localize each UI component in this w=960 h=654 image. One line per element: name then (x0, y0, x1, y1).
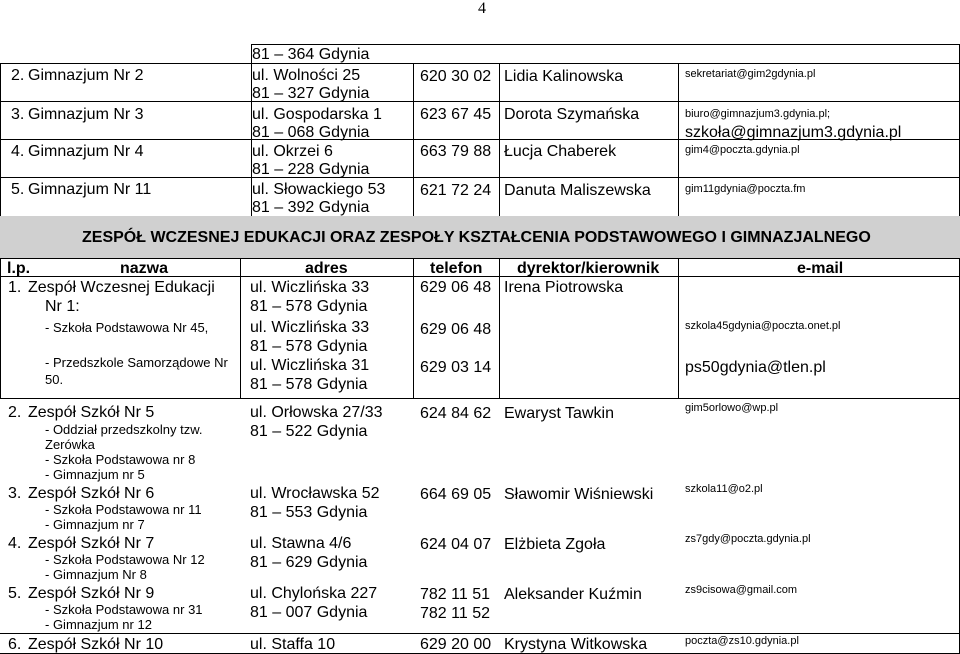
phone-text: 663 79 88 (420, 143, 492, 160)
email-text: gim11gdynia@poczta.fm (685, 183, 806, 195)
sub-unit: - Gimnazjum nr 12 (45, 617, 152, 632)
sub-unit: - Szkoła Podstawowa nr 8 (45, 452, 196, 467)
school-name: Zespół Wczesnej Edukacji (28, 279, 215, 296)
address-text: ul. Wolności 25 (252, 67, 361, 84)
director-text: Dorota Szymańska (504, 106, 640, 123)
school-name: Zespół Szkół Nr 9 (28, 585, 155, 602)
table-border (413, 258, 414, 398)
address-text: ul. Wiczlińska 33 (250, 319, 370, 336)
sub-unit: - Przedszkole Samorządowe Nr (45, 355, 228, 370)
table-border (0, 63, 1, 216)
row-number: 1. (8, 279, 22, 296)
zip-text: 81 – 068 Gdynia (252, 124, 370, 141)
phone-text: 782 11 51 (420, 586, 490, 603)
phone-text: 629 03 14 (420, 359, 492, 376)
school-name: Nr 1: (45, 298, 80, 315)
director-text: Sławomir Wiśniewski (504, 486, 654, 503)
director-text: Elżbieta Zgoła (504, 536, 606, 553)
header-email: e-mail (797, 260, 844, 277)
school-name: Zespół Szkół Nr 7 (28, 535, 155, 552)
sub-unit: - Gimnazjum Nr 8 (45, 567, 147, 582)
address-text: ul. Okrzei 6 (252, 143, 333, 160)
director-text: Krystyna Witkowska (504, 636, 648, 653)
table-border (678, 258, 679, 398)
email-text: ps50gdynia@tlen.pl (685, 359, 826, 376)
director-text: Łucja Chaberek (504, 143, 617, 160)
table-border (0, 258, 1, 398)
sub-unit: - Szkoła Podstawowa nr 31 (45, 602, 203, 617)
zip-text: 81 – 522 Gdynia (250, 423, 368, 440)
zip-text: 81 – 578 Gdynia (250, 338, 368, 355)
row-number: 5. (11, 181, 25, 198)
phone-text: 621 72 24 (420, 182, 492, 199)
sub-unit: Zerówka (45, 437, 95, 452)
address-text: ul. Wiczlińska 31 (250, 357, 370, 374)
sub-unit: - Szkoła Podstawowa nr 11 (45, 502, 202, 517)
row-number: 4. (11, 143, 25, 160)
school-name: Gimnazjum Nr 11 (28, 181, 152, 198)
sub-unit: 50. (45, 372, 64, 387)
page-number: 4 (478, 0, 486, 17)
sub-unit: - Gimnazjum nr 7 (45, 517, 145, 532)
email-text: szkola11@o2.pl (685, 483, 763, 495)
table-border (678, 63, 679, 216)
row-number: 6. (8, 636, 22, 653)
table-border (240, 258, 241, 398)
header-address: adres (305, 260, 348, 277)
school-name: Zespół Szkół Nr 10 (28, 636, 164, 653)
sub-unit: - Szkoła Podstawowa Nr 12 (45, 552, 205, 567)
school-name: Zespół Szkół Nr 6 (28, 485, 155, 502)
table-border (0, 101, 960, 102)
address-text: ul. Słowackiego 53 (252, 181, 386, 198)
zip-text: 81 – 578 Gdynia (250, 298, 368, 315)
row-number: 4. (8, 535, 22, 552)
table-border (0, 63, 960, 64)
phone-text: 624 84 62 (420, 405, 492, 422)
address-text: ul. Stawna 4/6 (250, 535, 352, 552)
email-text: poczta@zs10.gdynia.pl (685, 635, 799, 647)
email-text: sekretariat@gim2gdynia.pl (685, 68, 816, 80)
phone-text: 624 04 07 (420, 536, 492, 553)
director-text: Danuta Maliszewska (504, 182, 651, 199)
row-number: 3. (8, 485, 22, 502)
sub-unit: - Oddział przedszkolny tzw. (45, 422, 203, 437)
email-text: zs9cisowa@gmail.com (685, 584, 798, 596)
row-number: 2. (11, 67, 25, 84)
zip-text: 81 – 228 Gdynia (252, 161, 370, 178)
address-text: ul. Wiczlińska 33 (250, 279, 370, 296)
table-border (0, 633, 960, 634)
phone-text: 629 06 48 (420, 321, 492, 338)
school-name: Gimnazjum Nr 3 (28, 106, 144, 123)
email-text: gim4@poczta.gdynia.pl (685, 144, 800, 156)
director-text: Lidia Kalinowska (504, 68, 624, 85)
sub-unit: - Gimnazjum nr 5 (45, 467, 145, 482)
email-text: gim5orlowo@wp.pl (685, 402, 779, 414)
header-lp: l.p. (7, 260, 31, 277)
row-number: 5. (8, 585, 22, 602)
address-text: ul. Gospodarska 1 (252, 106, 382, 123)
phone-text: 623 67 45 (420, 106, 492, 123)
address-text: ul. Chylońska 227 (250, 585, 378, 602)
table-border (413, 63, 414, 216)
phone-text: 782 11 52 (420, 605, 490, 622)
header-director: dyrektor/kierownik (517, 260, 660, 277)
zip-text: 81 – 553 Gdynia (250, 504, 368, 521)
school-name: Gimnazjum Nr 2 (28, 67, 144, 84)
header-phone: telefon (430, 260, 483, 277)
table-border (0, 177, 960, 178)
phone-text: 620 30 02 (420, 68, 492, 85)
email-text: biuro@gimnazjum3.gdynia.pl; (685, 108, 831, 120)
zip-text: 81 – 327 Gdynia (252, 85, 370, 102)
header-name: nazwa (120, 260, 169, 277)
table-border (499, 63, 500, 216)
phone-text: 629 06 48 (420, 279, 492, 296)
director-text: Aleksander Kuźmin (504, 586, 642, 603)
director-text: Ewaryst Tawkin (504, 405, 614, 422)
director-text: Irena Piotrowska (504, 279, 624, 296)
phone-text: 664 69 05 (420, 486, 492, 503)
section-title: ZESPÓŁ WCZESNEJ EDUKACJI ORAZ ZESPOŁY KSZTAŁCENIA PODSTAWOWEGO I GIMNAZJALNEGO (82, 229, 871, 246)
address-text: ul. Staffa 10 (250, 636, 336, 653)
address-text: ul. Wrocławska 52 (250, 485, 380, 502)
email-text: szkoła@gimnazjum3.gdynia.pl (685, 124, 902, 141)
school-name: Gimnazjum Nr 4 (28, 143, 144, 160)
row-number: 2. (8, 404, 22, 421)
email-text: szkola45gdynia@poczta.onet.pl (685, 320, 841, 332)
table-border (0, 398, 960, 399)
zip-text: 81 – 629 Gdynia (250, 554, 368, 571)
phone-text: 629 20 00 (420, 636, 492, 653)
address-text: ul. Orłowska 27/33 (250, 404, 383, 421)
zip-text: 81 – 364 Gdynia (252, 46, 370, 63)
table-border (499, 258, 500, 398)
school-name: Zespół Szkół Nr 5 (28, 404, 155, 421)
sub-unit: - Szkoła Podstawowa Nr 45, (45, 320, 209, 335)
zip-text: 81 – 392 Gdynia (252, 199, 370, 216)
zip-text: 81 – 578 Gdynia (250, 376, 368, 393)
row-number: 3. (11, 106, 25, 123)
zip-text: 81 – 007 Gdynia (250, 604, 368, 621)
email-text: zs7gdy@poczta.gdynia.pl (685, 533, 811, 545)
